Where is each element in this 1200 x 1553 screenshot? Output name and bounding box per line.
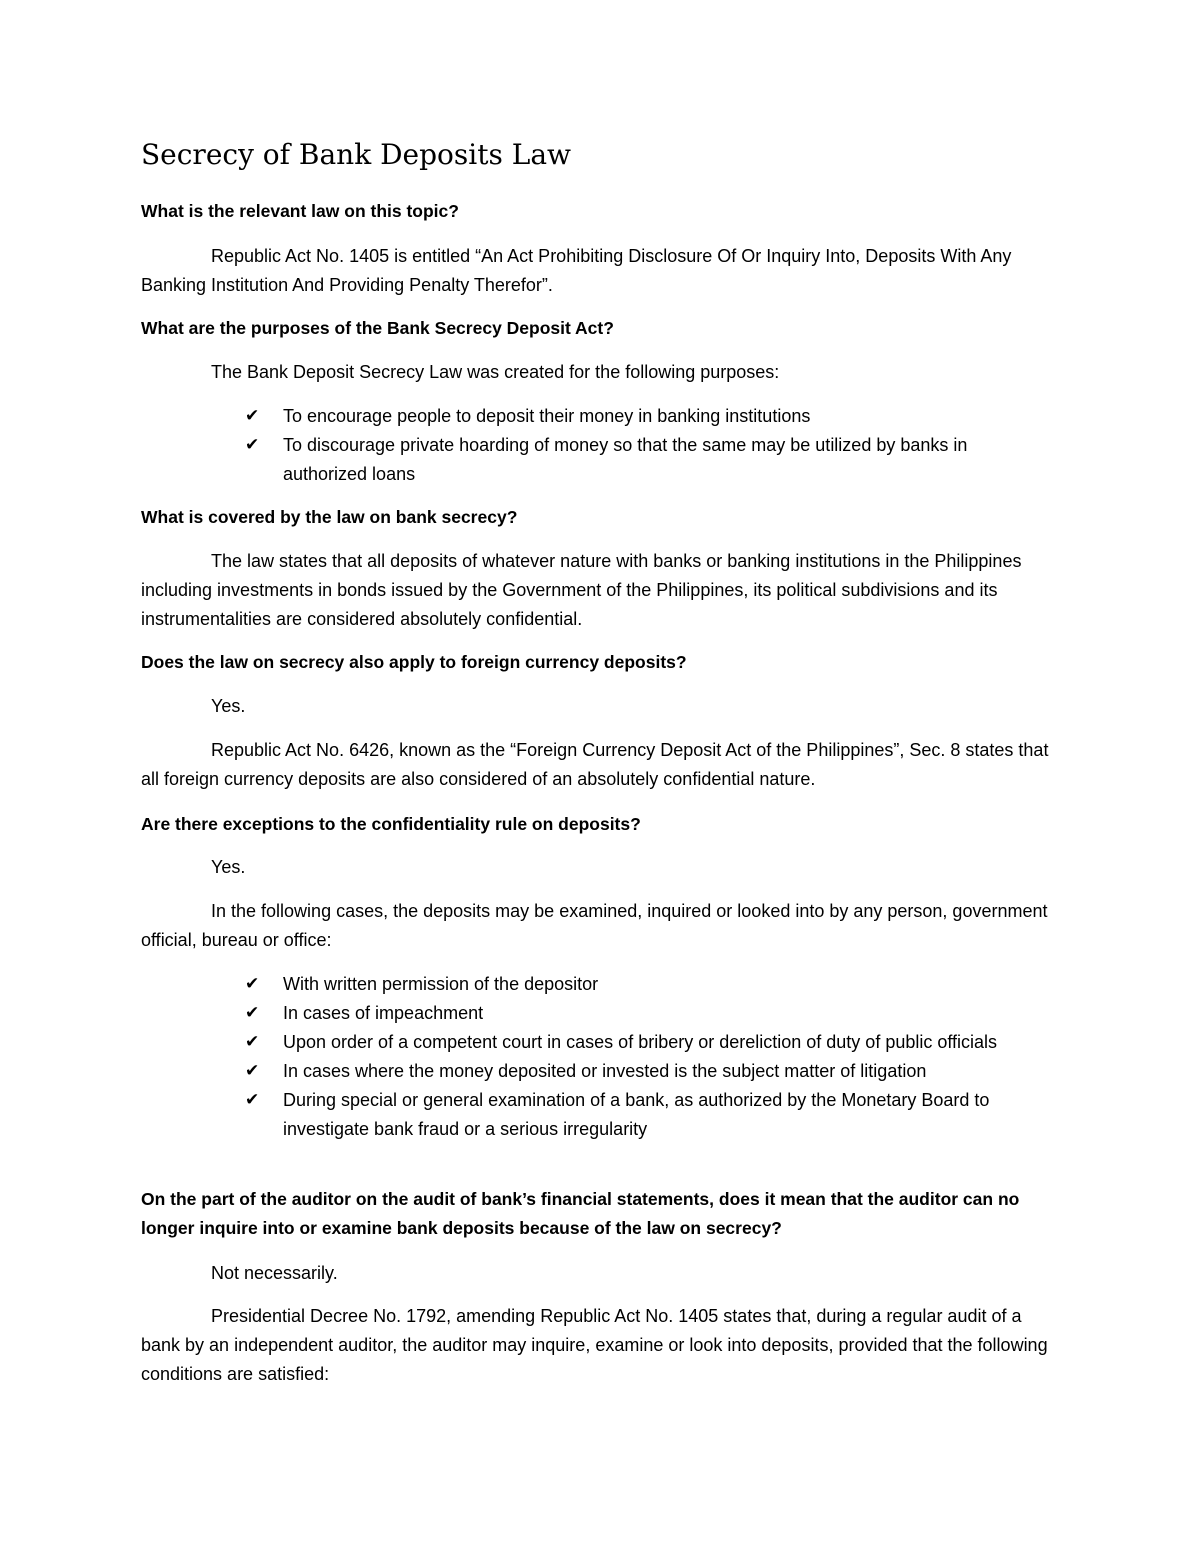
check-icon: ✔ [245, 1061, 260, 1081]
question-coverage: What is covered by the law on bank secrecy? [141, 507, 518, 527]
question-auditor: On the part of the auditor on the audit of bank’s financial statements, does it mean that the auditor can no longer inquire into or examine bank deposits because of the law on secrecy? [141, 1189, 1020, 1238]
list-item-text: To encourage people to deposit their money in banking institutions [283, 406, 811, 426]
list-item [245, 999, 1055, 1028]
exceptions-list [245, 970, 1055, 1144]
paragraph-yes: Yes. [211, 696, 246, 716]
purposes-list [245, 402, 1055, 489]
list-item-text: During special or general examination of a bank, as authorized by the Monetary Board to investigate bank fraud or a serious irregularity [283, 1090, 990, 1139]
paragraph-purposes-intro: The Bank Deposit Secrecy Law was created for the following purposes: [211, 362, 780, 382]
list-item [245, 402, 1055, 431]
document-title: Secrecy of Bank Deposits Law [141, 138, 571, 171]
list-item-text: To discourage private hoarding of money so that the same may be utilized by banks in authorized loans [283, 435, 968, 484]
paragraph-exceptions-intro: In the following cases, the deposits may be examined, inquired or looked into by any person, government official, bureau or office: [141, 901, 1048, 950]
list-item [245, 970, 1055, 999]
question-exceptions: Are there exceptions to the confidentiality rule on deposits? [141, 814, 641, 834]
check-icon: ✔ [245, 1090, 260, 1110]
check-icon: ✔ [245, 406, 260, 426]
paragraph-pd-1792: Presidential Decree No. 1792, amending Republic Act No. 1405 states that, during a regular audit of a bank by an independent auditor, the auditor may inquire, examine or look into deposits, provided that the following conditions are satisfied: [141, 1306, 1048, 1384]
check-icon: ✔ [245, 974, 260, 994]
question-relevant-law: What is the relevant law on this topic? [141, 201, 459, 221]
paragraph-ra-1405: Republic Act No. 1405 is entitled “An Act Prohibiting Disclosure Of Or Inquiry Into, Deposits With Any Banking Institution And Providing Penalty Therefor”. [141, 246, 1012, 295]
check-icon: ✔ [245, 435, 260, 455]
list-item-text: With written permission of the depositor [283, 974, 599, 994]
list-item [245, 1086, 1055, 1144]
list-item [245, 1057, 1055, 1086]
list-item [245, 1028, 1055, 1057]
check-icon: ✔ [245, 1003, 260, 1023]
paragraph-yes: Yes. [211, 857, 246, 877]
paragraph-not-necessarily: Not necessarily. [211, 1263, 338, 1283]
list-item-text: In cases of impeachment [283, 1003, 484, 1023]
question-foreign-currency: Does the law on secrecy also apply to foreign currency deposits? [141, 652, 687, 672]
list-item [245, 431, 1055, 489]
paragraph-ra-6426: Republic Act No. 6426, known as the “Foreign Currency Deposit Act of the Philippines”, Sec. 8 states that all foreign currency deposits are also considered of an absolutely confidential nature. [141, 740, 1049, 789]
paragraph-coverage: The law states that all deposits of whatever nature with banks or banking institutions in the Philippines including investments in bonds issued by the Government of the Philippines, its political subdivisions and its instrumentalities are considered absolutely confidential. [141, 551, 1022, 629]
list-item-text: In cases where the money deposited or invested is the subject matter of litigation [283, 1061, 927, 1081]
check-icon: ✔ [245, 1032, 260, 1052]
list-item-text: Upon order of a competent court in cases of bribery or dereliction of duty of public officials [283, 1032, 998, 1052]
question-purposes: What are the purposes of the Bank Secrecy Deposit Act? [141, 318, 614, 338]
